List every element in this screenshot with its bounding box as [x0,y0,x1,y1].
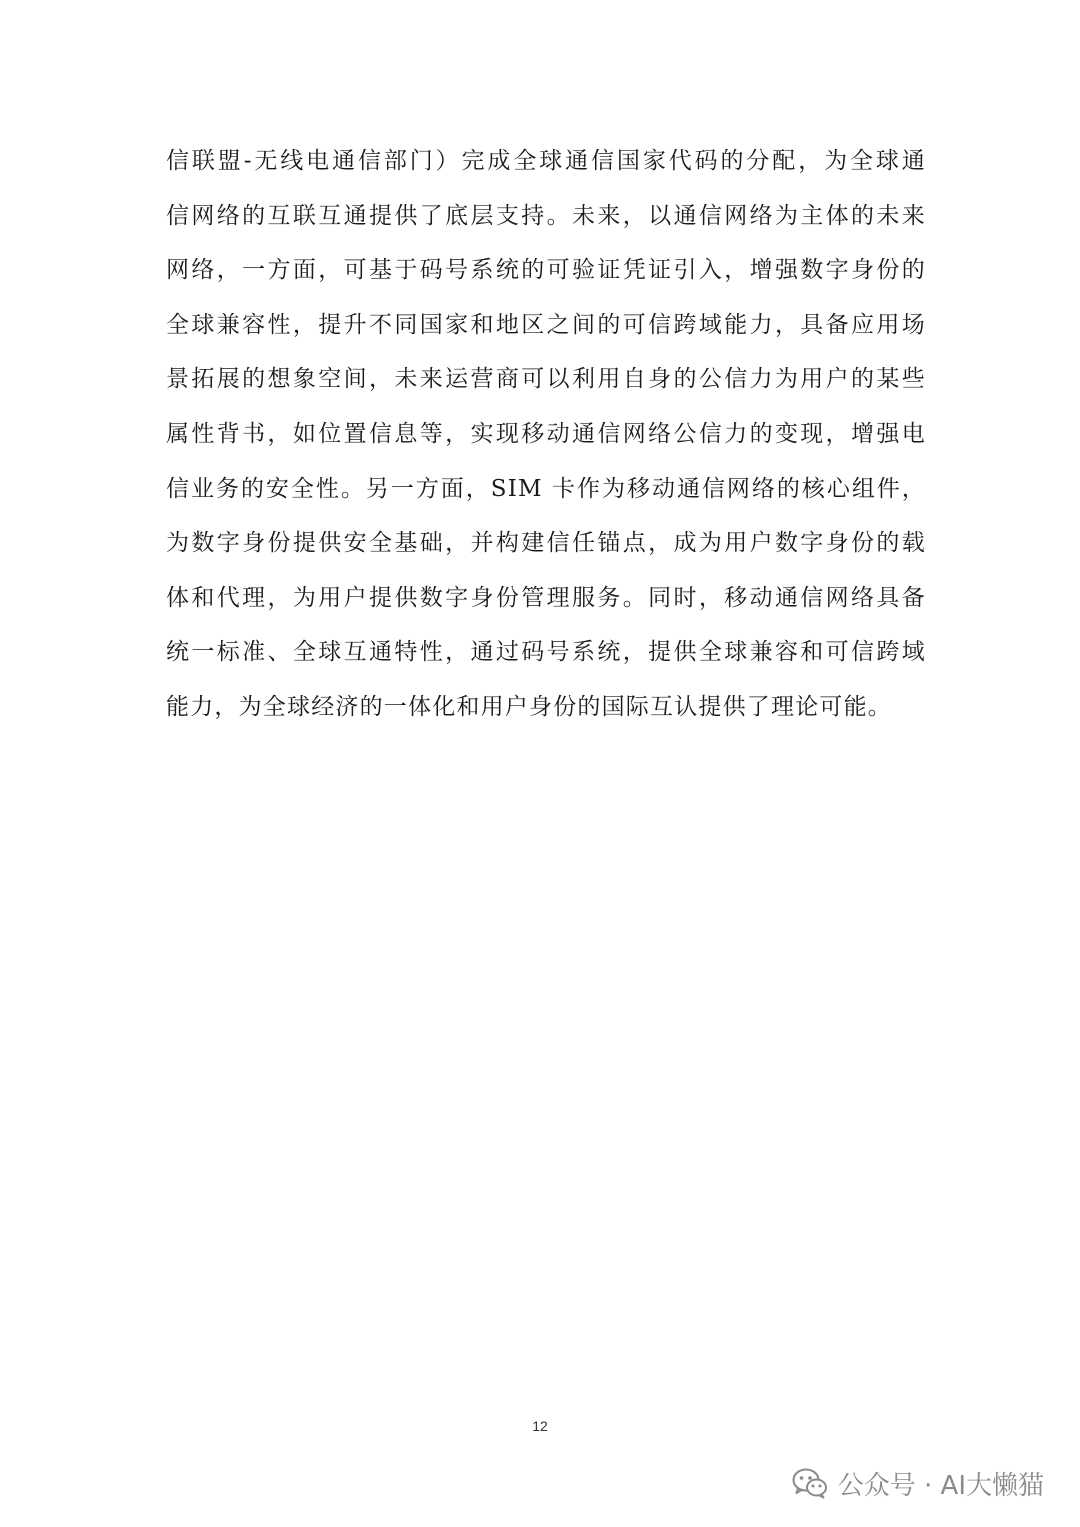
text-line: 信网络的互联互通提供了底层支持。未来，以通信网络为主体的未来 [166,202,926,229]
text-line: 网络，一方面，可基于码号系统的可验证凭证引入，增强数字身份的 [166,257,926,284]
text-line: 信联盟-无线电通信部门）完成全球通信国家代码的分配，为全球通 [166,148,926,174]
text-line: 全球兼容性，提升不同国家和地区之间的可信跨域能力，具备应用场 [166,311,926,338]
text-line: 信业务的安全性。另一方面，SIM 卡作为移动通信网络的核心组件， [166,475,926,502]
watermark [792,1462,1044,1504]
body-paragraph [166,138,926,739]
text-line: 属性背书，如位置信息等，实现移动通信网络公信力的变现，增强电 [166,420,926,447]
text-line: 体和代理，为用户提供数字身份管理服务。同时，移动通信网络具备 [166,584,926,611]
text-line: 景拓展的想象空间，未来运营商可以利用自身的公信力为用户的某些 [166,366,926,393]
wechat-icon [792,1467,828,1499]
page-number: 12 [532,1418,548,1434]
watermark-text: 公众号 · AI大懒猫 [837,1470,1044,1501]
text-line: 为数字身份提供安全基础，并构建信任锚点，成为用户数字身份的载 [166,530,926,557]
text-line: 统一标准、全球互通特性，通过码号系统，提供全球兼容和可信跨域 [166,639,926,666]
text-line: 能力，为全球经济的一体化和用户身份的国际互认提供了理论可能。 [166,693,892,720]
